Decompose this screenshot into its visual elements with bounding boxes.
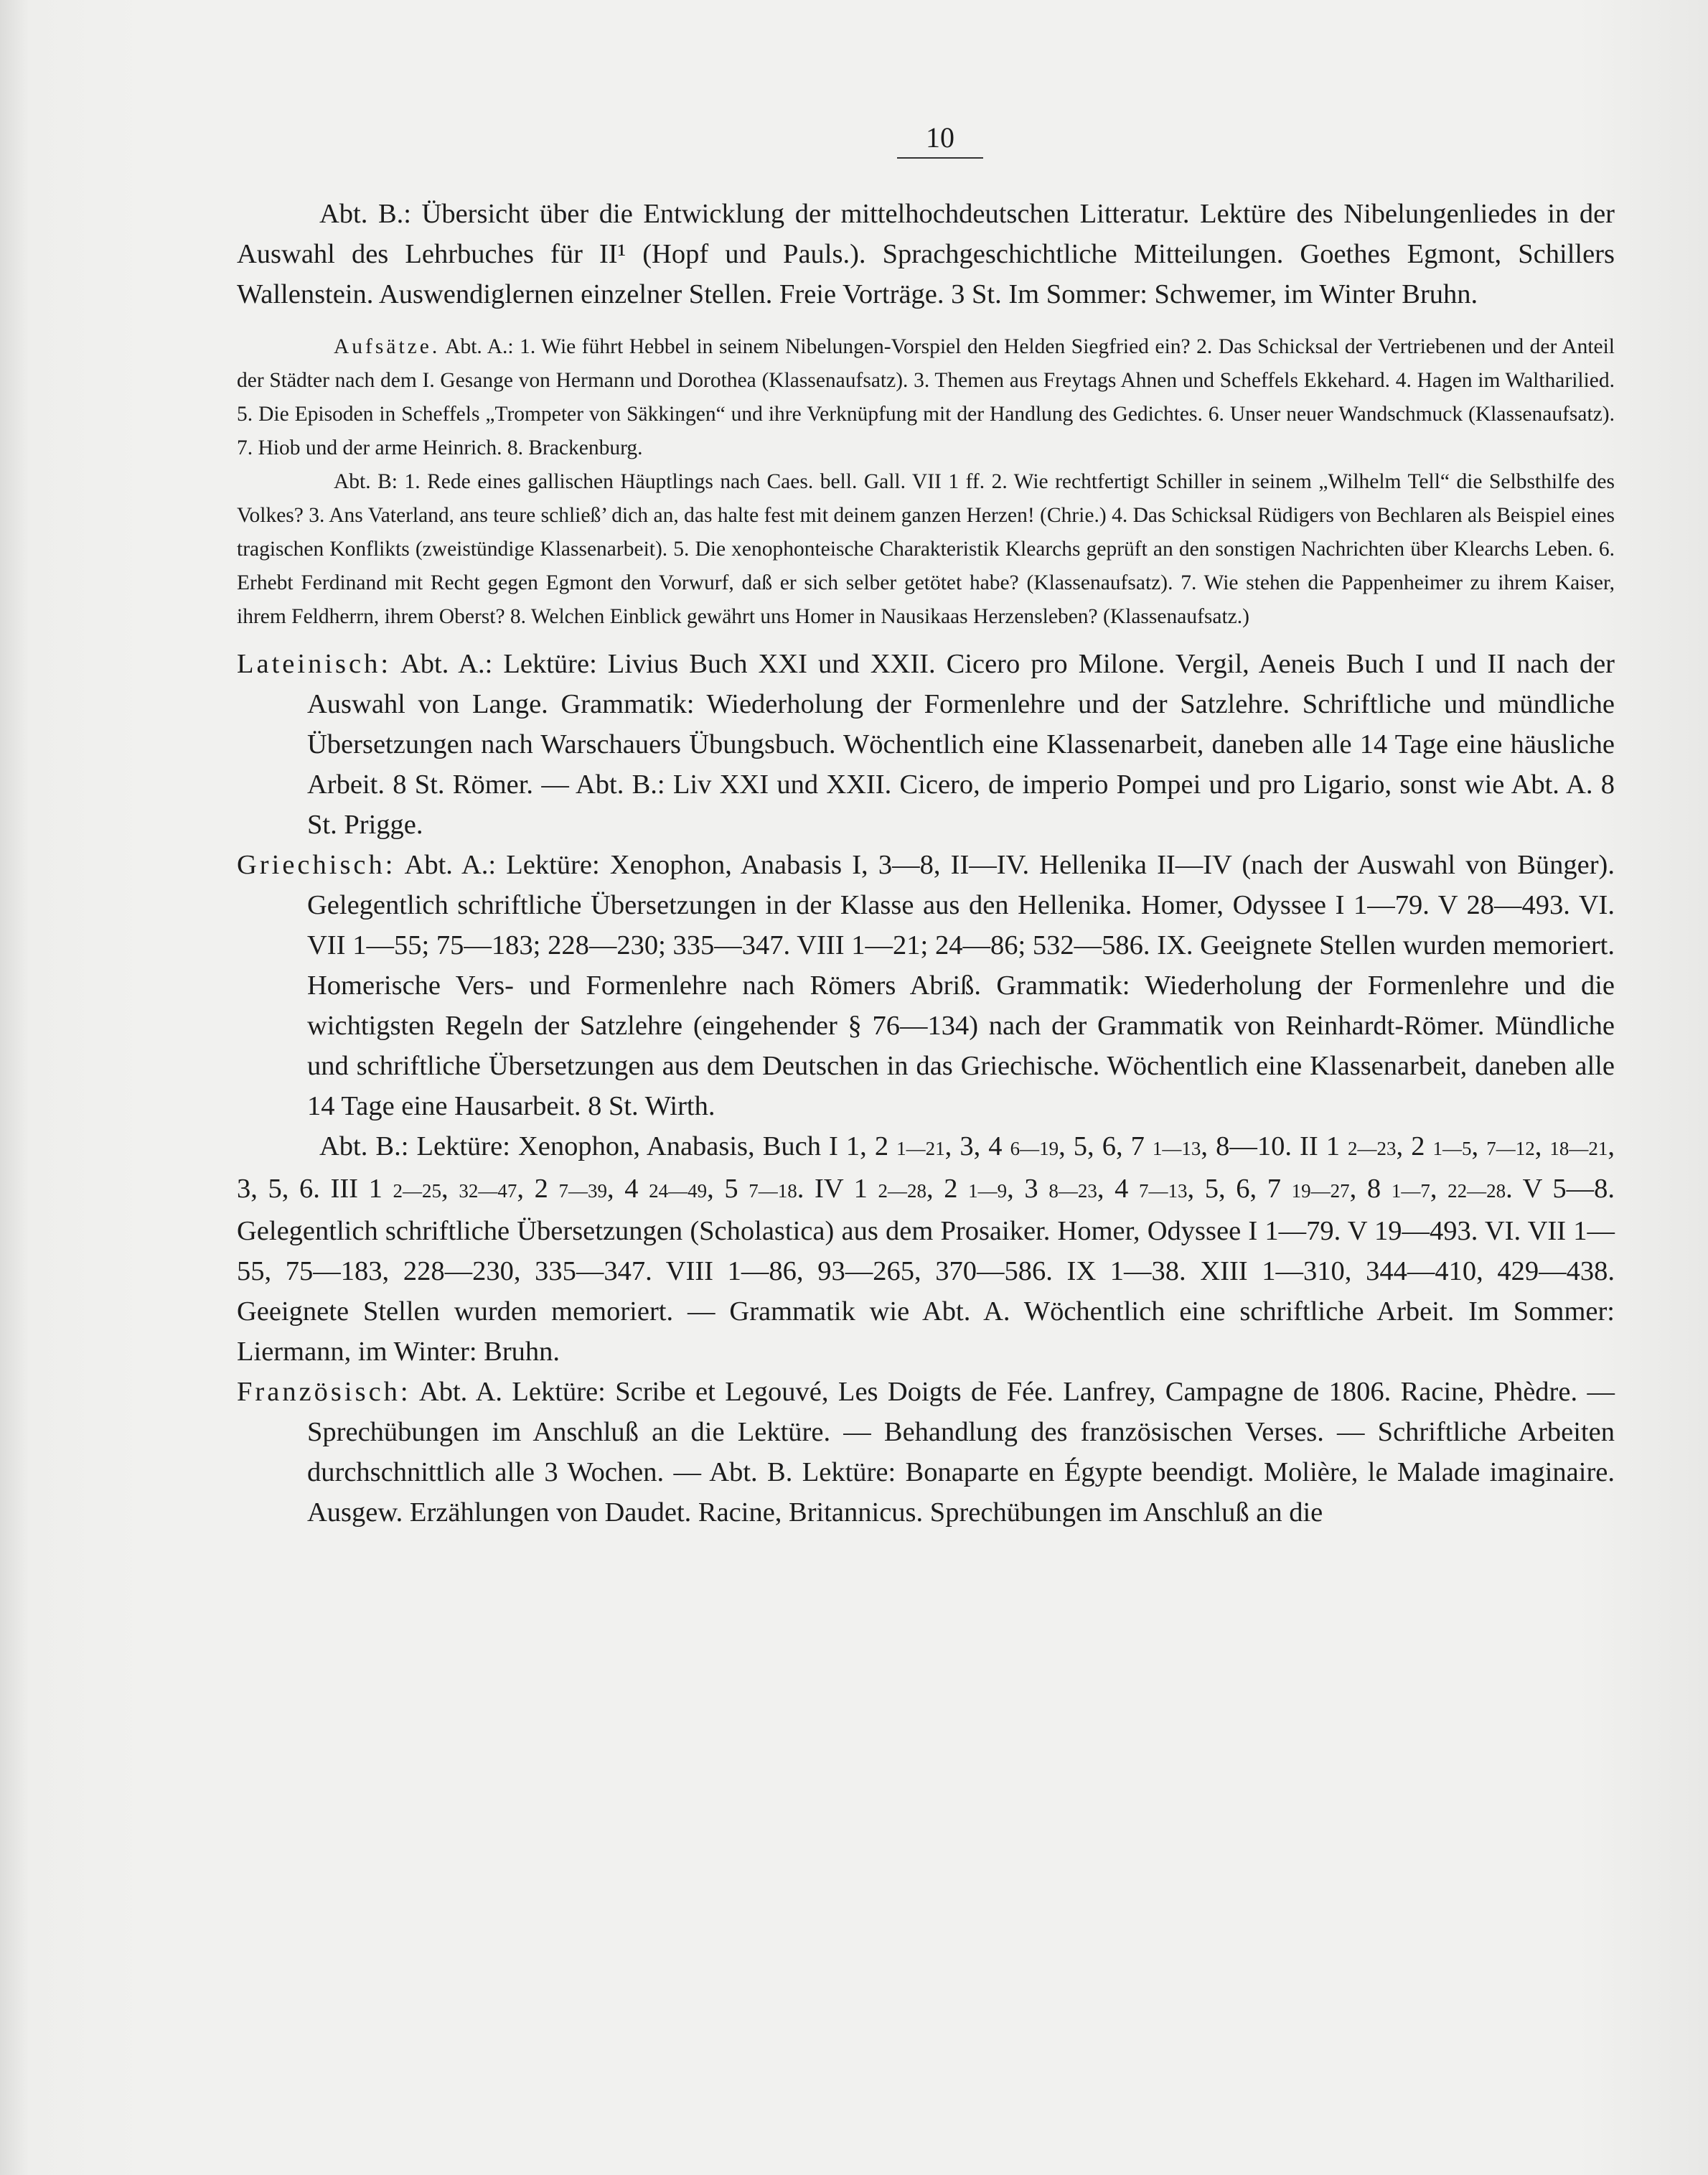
ref-range-3: 2—23 xyxy=(1348,1138,1397,1159)
griechisch-abt-a-paragraph xyxy=(237,845,1615,1126)
ref-text-17: , 8 xyxy=(1349,1174,1392,1204)
aufsaetze-abt-b-paragraph: Abt. B: 1. Rede eines gallischen Häuptlings nach Caes. bell. Gall. VII 1 ff. 2. Wie rechtfertigt Schiller in seinem „Wilhelm Tell“ die Selbsthilfe des Volkes? 3. Ans Vaterland, ans teure schließ’ dich an, das halte fest mit deinem ganzen Herzen! (Chrie.) 4. Das Schicksal Rüdigers von Bechlaren als Beispiel eines tragischen Konflikts (zweistündige Klassenarbeit). 5. Die xenophonteische Charakteristik Klearchs geprüft an den sonstigen Nachrichten über Klearchs Leben. 6. Erhebt Ferdinand mit Recht gegen Egmont den Vorwurf, daß er sich selber getötet habe? (Klassenaufsatz). 7. Wie stehen die Pappenheimer zu ihrem Kaiser, ihrem Feldherrn, ihrem Oberst? 8. Welchen Einblick gewährt uns Homer in Nausikaas Herzensleben? (Klassenaufsatz.) xyxy=(237,470,1615,628)
ref-range-2: 1—13 xyxy=(1152,1138,1201,1159)
aufsaetze-abt-a-paragraph xyxy=(237,330,1615,465)
franzoesisch-label: Französisch: xyxy=(237,1377,411,1407)
ref-text-5: , xyxy=(1471,1131,1487,1161)
lateinisch-paragraph xyxy=(237,644,1615,845)
griechisch-abt-b-head: Abt. B.: Lektüre: Xenophon, Anabasis, Buch I 1, 2 xyxy=(319,1131,889,1161)
ref-range-11: 7—18 xyxy=(749,1180,797,1202)
ref-text-7: , 3, 5, 6. III 1 xyxy=(237,1131,1615,1204)
ref-text-9: , 2 xyxy=(517,1174,559,1204)
ref-range-4: 1—5 xyxy=(1432,1138,1472,1159)
ref-range-0: 1—21 xyxy=(896,1138,945,1159)
ref-text-16: , 5, 6, 7 xyxy=(1187,1174,1292,1204)
griechisch-abt-b-tail: . V 5—8. Gelegentlich schriftliche Übersetzungen (Scholastica) aus dem Prosaiker. Homer, Odyssee I 1—79. V 19—493. VI. VII 1—55, 75—183, 228—230, 335—347. VIII 1—86, 93—265, 370—586. IX 1—38. XIII 1—310, 344—410, 429—438. Geeignete Stellen wurden memoriert. — Grammatik wie Abt. A. Wöchentlich eine schriftliche Arbeit. Im Sommer: Liermann, im Winter: Bruhn. xyxy=(237,1174,1615,1367)
ref-range-15: 7—13 xyxy=(1138,1180,1188,1202)
griechisch-abt-a-text: Abt. A.: Lektüre: Xenophon, Anabasis I, 3—8, II—IV. Hellenika II—IV (nach der Auswahl von Bünger). Gelegentlich schriftliche Übersetzungen in der Klasse aus den Hellenika. Homer, Odyssee I 1—79. V 28—493. VI. VII 1—55; 75—183; 228—230; 335—347. VIII 1—21; 24—86; 532—586. IX. Geeignete Stellen wurden memoriert. Homerische Vers- und Formenlehre nach Römers Abriß. Grammatik: Wiederholung der Formenlehre und die wichtigsten Regeln der Satzlehre (eingehender § 76—134) nach der Grammatik von Reinhardt-Römer. Mündliche und schriftliche Übersetzungen aus dem Deutschen in das Griechische. Wöchentlich eine Klassenarbeit, daneben alle 14 Tage eine Hausarbeit. 8 St. Wirth. xyxy=(307,850,1615,1121)
page-content xyxy=(237,194,1615,1533)
ref-range-10: 24—49 xyxy=(649,1180,708,1202)
griechisch-abt-b-paragraph xyxy=(237,1126,1615,1372)
ref-text-3: , 8—10. II 1 xyxy=(1201,1131,1348,1161)
ref-text-1: , 3, 4 xyxy=(944,1131,1010,1161)
ref-range-7: 2—25 xyxy=(393,1180,442,1202)
ref-text-2: , 5, 6, 7 xyxy=(1059,1131,1153,1161)
ref-text-15: , 4 xyxy=(1097,1174,1139,1204)
lateinisch-label: Lateinisch: xyxy=(237,649,392,679)
griechisch-label: Griechisch: xyxy=(237,850,396,880)
ref-text-8: , xyxy=(441,1174,459,1204)
ref-range-18: 22—28 xyxy=(1447,1180,1506,1202)
ref-range-13: 1—9 xyxy=(968,1180,1008,1202)
ref-text-12: . IV 1 xyxy=(797,1174,878,1204)
aufsaetze-abt-a-text: Abt. A.: 1. Wie führt Hebbel in seinem Nibelungen-Vorspiel den Helden Siegfried ein? 2. Das Schicksal der Vertriebenen und der Anteil der Städter nach dem I. Gesange von Hermann und Dorothea (Klassenaufsatz). 3. Themen aus Freytags Ahnen und Scheffels Ekkehard. 4. Hagen im Waltharilied. 5. Die Episoden in Scheffels „Trompeter von Säkkingen“ und ihre Verknüpfung mit der Handlung des Gedichtes. 6. Unser neuer Wandschmuck (Klassenaufsatz). 7. Hiob und der arme Heinrich. 8. Brackenburg. xyxy=(237,335,1615,459)
lateinisch-text: Abt. A.: Lektüre: Livius Buch XXI und XXII. Cicero pro Milone. Vergil, Aeneis Buch I und II nach der Auswahl von Lange. Grammatik: Wiederholung der Formenlehre und der Satzlehre. Schriftliche und mündliche Übersetzungen nach Warschauers Übungsbuch. Wöchentlich eine Klassenarbeit, daneben alle 14 Tage eine häusliche Arbeit. 8 St. Römer. — Abt. B.: Liv XXI und XXII. Cicero, de imperio Pompei und pro Ligario, sonst wie Abt. A. 8 St. Prigge. xyxy=(307,649,1615,840)
deutsch-abt-b-paragraph: Abt. B.: Übersicht über die Entwicklung der mittelhochdeutschen Litteratur. Lektüre des Nibelungenliedes in der Auswahl des Lehrbuches für II¹ (Hopf und Pauls.). Sprachgeschichtliche Mitteilungen. Goethes Egmont, Schillers Wallenstein. Auswendiglernen einzelner Stellen. Freie Vorträge. 3 St. Im Sommer: Schwemer, im Winter Bruhn. xyxy=(237,199,1615,309)
ref-text-11: , 5 xyxy=(707,1174,749,1204)
ref-range-1: 6—19 xyxy=(1010,1138,1059,1159)
ref-text-14: , 3 xyxy=(1007,1174,1049,1204)
franzoesisch-paragraph xyxy=(237,1372,1615,1533)
page-number: 10 xyxy=(897,121,983,159)
ref-range-12: 2—28 xyxy=(878,1180,927,1202)
aufsaetze-label: Aufsätze. xyxy=(334,335,441,358)
ref-range-17: 1—7 xyxy=(1391,1180,1430,1202)
ref-range-9: 7—39 xyxy=(558,1180,607,1202)
ref-text-13: , 2 xyxy=(926,1174,969,1204)
ref-text-10: , 4 xyxy=(606,1174,649,1204)
ref-text-4: , 2 xyxy=(1396,1131,1433,1161)
franzoesisch-text: Abt. A. Lektüre: Scribe et Legouvé, Les Doigts de Fée. Lanfrey, Campagne de 1806. Racine, Phèdre. — Sprechübungen im Anschluß an die Lektüre. — Behandlung des französischen Verses. — Schriftliche Arbeiten durchschnittlich alle 3 Wochen. — Abt. B. Lektüre: Bonaparte en Égypte beendigt. Molière, le Malade imaginaire. Ausgew. Erzählungen von Daudet. Racine, Britannicus. Sprechübungen im Anschluß an die xyxy=(307,1377,1615,1528)
ref-text-6: , xyxy=(1534,1131,1550,1161)
ref-range-16: 19—27 xyxy=(1291,1180,1350,1202)
ref-text-18: , xyxy=(1430,1174,1448,1204)
ref-range-5: 7—12 xyxy=(1486,1138,1535,1159)
ref-text-0 xyxy=(888,1131,896,1161)
ref-range-8: 32—47 xyxy=(459,1180,517,1202)
ref-range-6: 18—21 xyxy=(1549,1138,1608,1159)
ref-range-14: 8—23 xyxy=(1048,1180,1097,1202)
